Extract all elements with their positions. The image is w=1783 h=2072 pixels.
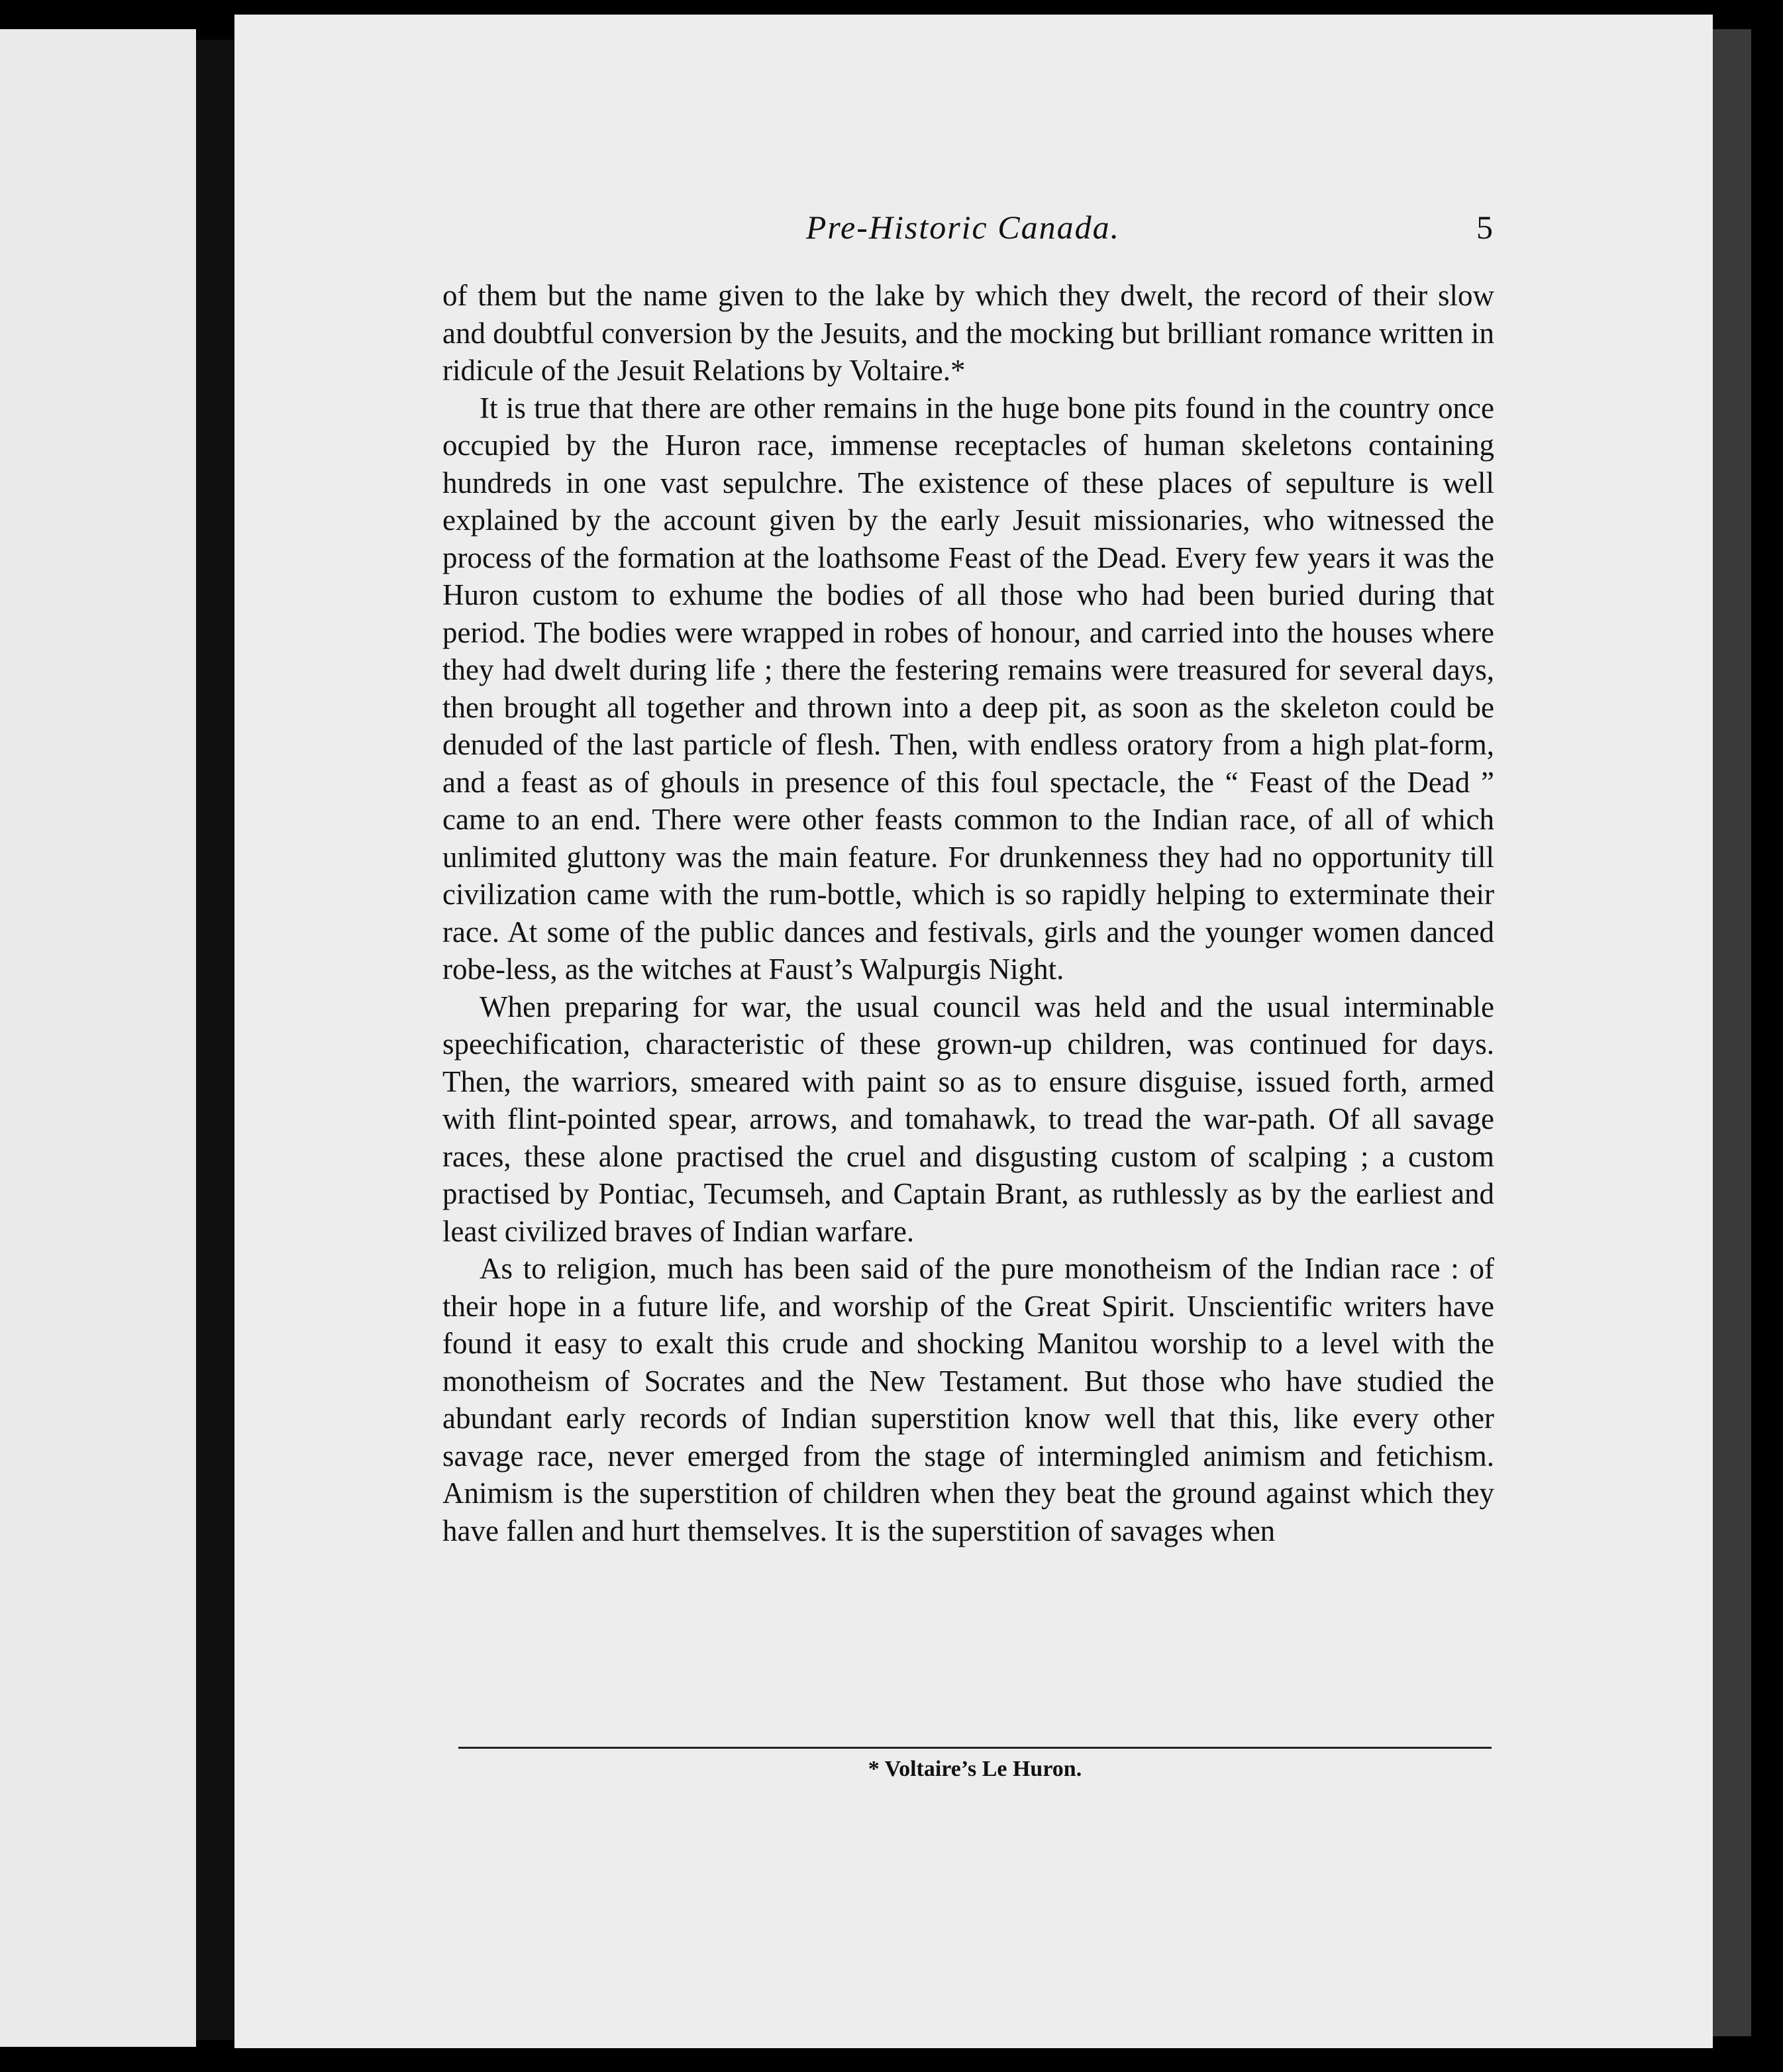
footnote-rule (458, 1747, 1492, 1749)
running-title: Pre-Historic Canada. (805, 209, 1121, 246)
previous-page-edge (0, 29, 196, 2047)
page-stack-edge (1713, 29, 1751, 2036)
paragraph-bone-pits: It is true that there are other remains in the huge bone pits found in the country once occupied by the Huron race, immense receptacles of human skeletons containing hundreds in one vast sepulchre. The existence of these places of sepulture is well explained by the account given by the early Jesuit missionaries, who witnessed the process of the formation at the loathsome Feast of the Dead. Every few years it was the Huron custom to exhume the bodies of all those who had been buried during that period. The bodies were wrapped in robes of honour, and carried into the houses where they had dwelt during life ; there the festering remains were treasured for several days, then brought all together and thrown into a deep pit, as soon as the skeleton could be denuded of the last particle of flesh. Then, with endless oratory from a high plat-form, and a feast as of ghouls in presence of this foul spectacle, the “ Feast of the Dead ” came to an end. There were other feasts common to the Indian race, of all of which unlimited gluttony was the main feature. For drunkenness they had no opportunity till civilization came with the rum-bottle, which is so rapidly helping to exterminate their race. At some of the public dances and festivals, girls and the younger women danced robe-less, as the witches at Faust’s Walpurgis Night. (442, 391, 1494, 986)
binding-gutter (196, 40, 234, 2040)
paragraph-religion: As to religion, much has been said of the pure monotheism of the Indian race : of their hope in a future life, and worship of the Great Spirit. Unscientific writers have found it easy to exalt this crude and shocking Manitou worship to a level with the monotheism of Socrates and the New Testament. But those who have studied the abundant early records of Indian superstition know well that this, like every other savage race, never emerged from the stage of intermingled animism and fetichism. Animism is the superstition of children when they beat the ground against which they have fallen and hurt themselves. It is the superstition of savages when (442, 1252, 1494, 1547)
page-number: 5 (1476, 209, 1493, 246)
footnote: * Voltaire’s Le Huron. (868, 1757, 1082, 1781)
book-page (234, 15, 1713, 2048)
paragraph-war: When preparing for war, the usual council was held and the usual interminable speechification, characteristic of these grown-up children, was continued for days. Then, the warriors, smeared with paint so as to ensure disguise, issued forth, armed with flint-pointed spear, arrows, and tomahawk, to tread the war-path. Of all savage races, these alone practised the cruel and disgusting custom of scalping ; a custom practised by Pontiac, Tecumseh, and Captain Brant, as ruthlessly as by the earliest and least civilized braves of Indian warfare. (442, 990, 1494, 1248)
running-head (234, 208, 1713, 254)
body-text (442, 277, 1494, 1549)
paragraph-continuation: of them but the name given to the lake by which they dwelt, the record of their slow and doubtful conversion by the Jesuits, and the mocking but brilliant romance written in ridicule of the Jesuit Relations by Voltaire.* (442, 279, 1494, 387)
